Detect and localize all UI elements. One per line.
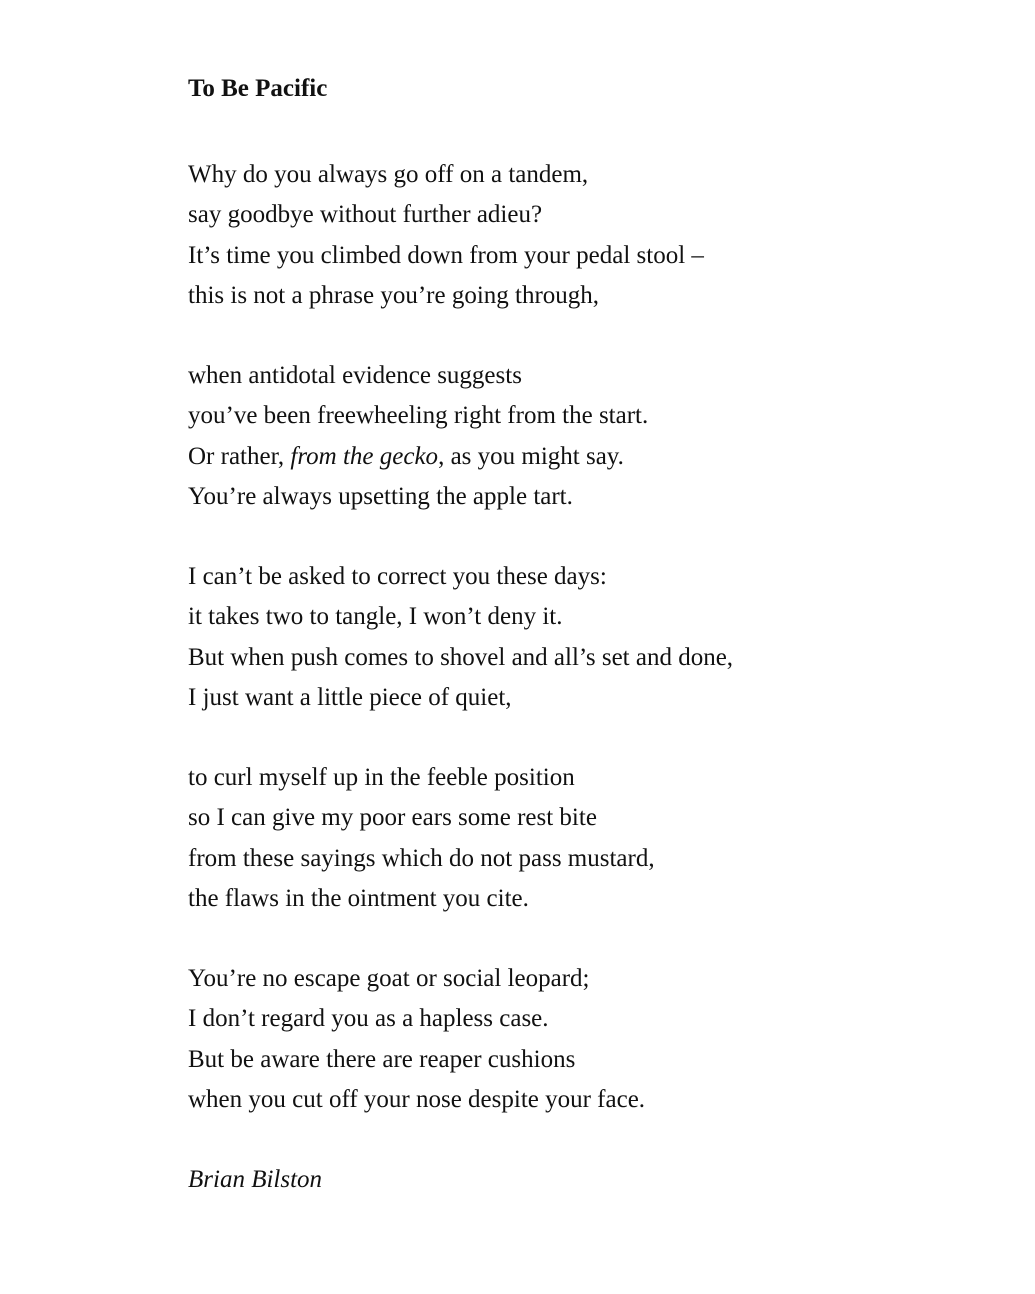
stanza-2	[188, 356, 648, 517]
poem-author: Brian Bilston	[188, 1166, 323, 1193]
poem-line: the flaws in the ointment you cite.	[188, 884, 529, 912]
poem-title: To Be Pacific	[188, 75, 328, 102]
poem-line: You’re always upsetting the apple tart.	[188, 482, 573, 510]
poem-line: this is not a phrase you’re going through,	[188, 281, 600, 309]
poem-line: You’re no escape goat or social leopard;	[188, 965, 590, 992]
poem-line: when antidotal evidence suggests	[188, 362, 522, 389]
stanza-5	[188, 959, 645, 1120]
poem-line: it takes two to tangle, I won’t deny it.	[188, 603, 563, 631]
poem-line: Why do you always go off on a tandem,	[188, 161, 589, 188]
italic-phrase: from the gecko	[290, 442, 439, 470]
poem-line: I don’t regard you as a hapless case.	[188, 1005, 549, 1033]
poem-line: It’s time you climbed down from your pedal stool –	[188, 241, 704, 269]
poem-line: But when push comes to shovel and all’s set and done,	[188, 643, 734, 671]
poem-line: to curl myself up in the feeble position	[188, 764, 575, 791]
line-text-after: , as you might say.	[438, 442, 624, 470]
poem-line-with-italic	[188, 437, 648, 477]
poem-line: from these sayings which do not pass mustard,	[188, 844, 655, 872]
poem-line: when you cut off your nose despite your face.	[188, 1085, 646, 1113]
stanza-3	[188, 557, 733, 718]
line-text-before: Or rather,	[188, 442, 291, 470]
poem-line: I can’t be asked to correct you these days:	[188, 563, 607, 590]
stanza-4	[188, 758, 655, 919]
poem-line: I just want a little piece of quiet,	[188, 683, 512, 711]
poem-line: say goodbye without further adieu?	[188, 201, 543, 229]
poem-line: But be aware there are reaper cushions	[188, 1045, 576, 1073]
stanza-1	[188, 155, 704, 316]
poem-line: you’ve been freewheeling right from the start.	[188, 402, 649, 430]
poem-line: so I can give my poor ears some rest bite	[188, 804, 597, 832]
